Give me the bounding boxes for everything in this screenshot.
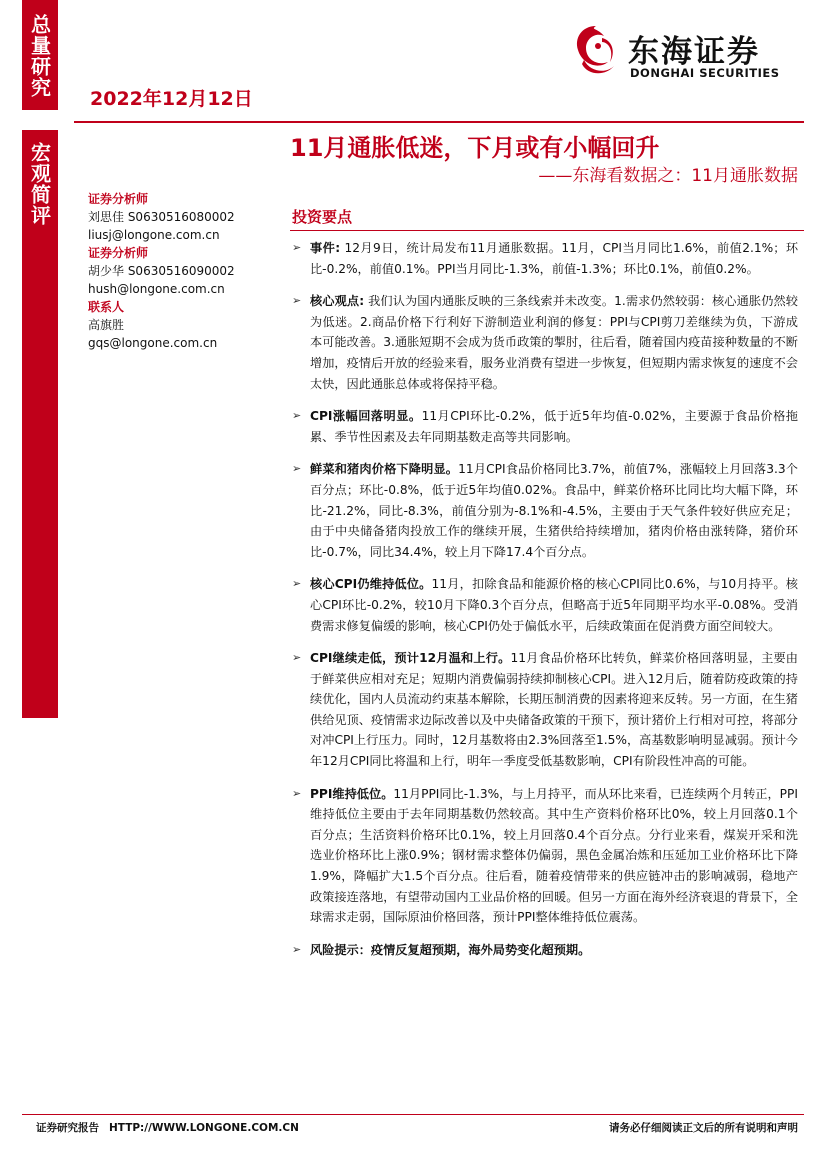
key-point-lead: 事件: — [310, 241, 341, 255]
section-title: 投资要点 — [292, 208, 353, 226]
report-subtitle: ——东海看数据之：11月通胀数据 — [538, 166, 798, 186]
key-points — [290, 238, 798, 972]
arrow-right-icon: ➢ — [292, 294, 302, 308]
contact-email[interactable]: gqs@longone.com.cn — [88, 336, 218, 350]
report-date: 2022年12月12日 — [90, 88, 253, 110]
analyst-email[interactable]: liusj@longone.com.cn — [88, 228, 220, 242]
arrow-right-icon: ➢ — [292, 942, 302, 956]
footer-left — [36, 1120, 299, 1135]
key-point-lead: PPI维持低位。 — [310, 786, 394, 801]
brand-logo — [568, 20, 798, 80]
key-point-text: 我们认为国内通胀反映的三条线索并未改变。1.需求仍然较弱：核心通胀仍然较为低迷。2.商品价格下行利好下游制造业利润的修复：PPI与CPI剪刀差继续为负，下游成本可能改善。3.通胀短期不会成为货币政策的掣肘，往后看，随着国内疫苗接种数量的不断增加，疫情后开放的经验来看，服务业消费有望进一步恢复，但短期内需求恢复的速度不会太快，因此通胀总体或将保持平稳。 — [310, 294, 798, 391]
arrow-right-icon: ➢ — [292, 462, 302, 476]
key-point-text: 11月CPI环比-0.2%，低于近5年均值-0.02%，主要源于食品价格拖累、季节性因素及去年同期基数走高等共同影响。 — [310, 409, 798, 444]
key-point-lead: 风险提示：疫情反复超预期，海外局势变化超预期。 — [310, 942, 591, 957]
key-point-text: 11月CPI食品价格同比3.7%，前值7%，涨幅较上月回落3.3个百分点；环比-0.8%，低于近5年均值0.02%。食品中，鲜菜价格环比同比均大幅下降，环比-21.2%，同比-8.3%，前值分别为-8.1%和-4.5%，主要由于天气条件较好供应充足；由于中央储备猪肉投放工作的继续开展，生猪供给持续增加，猪肉价格由涨转降，猪价环比-0.7%，同比34.4%，较上月下降17.4个百分点。 — [310, 462, 798, 559]
key-point-lead: 核心CPI仍维持低位。 — [310, 577, 432, 592]
key-point — [290, 784, 798, 928]
footer-label: 证券研究报告 — [36, 1122, 99, 1134]
logo-chinese: 东海证券 — [628, 34, 760, 70]
contact-role: 联系人 — [88, 300, 125, 314]
analyst-2 — [88, 244, 278, 298]
category-label: 总量研究 — [27, 14, 52, 98]
key-point-text: 11月食品价格环比转负，鲜菜价格回落明显，主要由于鲜菜供应相对充足；短期内消费偏弱持续抑制核心CPI。进入12月后，随着防疫政策的持续优化，国内人员流动约束基本解除，长期压制消费的因素将迎来反转。另一方面，在生猪供给见顶、疫情需求边际改善以及中央储备政策的干预下，预计猪价上行相对可控，将部分对冲CPI上行压力。同时，12月基数将由2.3%回落至1.5%，高基数影响明显减弱。预计今年12月CPI同比将温和上行，明年一季度受低基数影响，CPI有阶段性冲高的可能。 — [310, 651, 798, 769]
logo-english: DONGHAI SECURITIES — [630, 66, 780, 80]
arrow-right-icon: ➢ — [292, 577, 302, 591]
footer-disclaimer: 请务必仔细阅读正文后的所有说明和声明 — [609, 1122, 798, 1134]
key-point — [290, 574, 798, 636]
analyst-name: 胡少华 S0630516090002 — [88, 264, 235, 278]
key-point-text: 11月，扣除食品和能源价格的核心CPI同比0.6%，与10月持平。核心CPI环比-0.2%，较10月下降0.3个百分点，但略高于近5年同期平均水平-0.08%。受消费需求修复偏缓的影响，核心CPI仍处于偏低水平，后续政策面在促消费方面空间较大。 — [310, 577, 798, 633]
arrow-right-icon: ➢ — [292, 651, 302, 665]
header-rule — [74, 121, 804, 123]
report-type-tab — [22, 130, 58, 718]
category-tab — [22, 0, 58, 110]
footer-url-link[interactable]: HTTP://WWW.LONGONE.COM.CN — [109, 1122, 299, 1134]
key-point-lead: CPI涨幅回落明显。 — [310, 409, 422, 424]
key-point — [290, 238, 798, 279]
arrow-right-icon: ➢ — [292, 241, 302, 254]
contact — [88, 298, 278, 352]
analyst-sidebar — [88, 190, 278, 352]
dragon-logo-icon — [568, 20, 624, 80]
key-point — [290, 459, 798, 562]
report-title: 11月通胀低迷，下月或有小幅回升 — [290, 134, 660, 162]
key-point-lead: CPI继续走低，预计12月温和上行。 — [310, 651, 511, 666]
analyst-email[interactable]: hush@longone.com.cn — [88, 282, 225, 296]
report-type-label: 宏观简评 — [27, 142, 52, 226]
risk-warning — [290, 940, 798, 961]
key-point — [290, 291, 798, 394]
analyst-1 — [88, 190, 278, 244]
key-point-lead: 鲜菜和猪肉价格下降明显。 — [310, 462, 459, 477]
contact-name: 高旗胜 — [88, 318, 125, 332]
footer-rule — [22, 1114, 804, 1115]
analyst-role: 证券分析师 — [88, 192, 149, 206]
key-point — [290, 406, 798, 447]
key-point-text: 12月9日，统计局发布11月通胀数据。11月，CPI当月同比1.6%，前值2.1%；环比-0.2%，前值0.1%。PPI当月同比-1.3%，前值-1.3%；环比0.1%，前值0.2%。 — [310, 241, 799, 276]
section-rule — [290, 230, 804, 231]
analyst-role: 证券分析师 — [88, 246, 149, 260]
key-point-lead: 核心观点: — [310, 294, 365, 309]
arrow-right-icon: ➢ — [292, 786, 302, 800]
arrow-right-icon: ➢ — [292, 409, 302, 423]
key-point — [290, 648, 798, 772]
key-point-text: 11月PPI同比-1.3%，与上月持平，而从环比来看，已连续两个月转正，PPI维持低位主要由于去年同期基数仍然较高。其中生产资料价格环比0%，较上月回落0.1个百分点；生活资料价格环比0.1%，较上月回落0.4个百分点。分行业来看，煤炭开采和洗选业价格环比上涨0.9%；钢材需求整体仍偏弱，黑色金属冶炼和压延加工业价格环比下降1.9%，降幅扩大1.5个百分点。往后看，随着疫情带来的供应链冲击的影响减弱，稳地产政策接连落地，有望带动国内工业品价格的回暖。但另一方面在海外经济衰退的背景下，全球需求走弱，国际原油价格回落，预计PPI整体维持低位震荡。 — [310, 786, 798, 925]
analyst-name: 刘思佳 S0630516080002 — [88, 210, 235, 224]
